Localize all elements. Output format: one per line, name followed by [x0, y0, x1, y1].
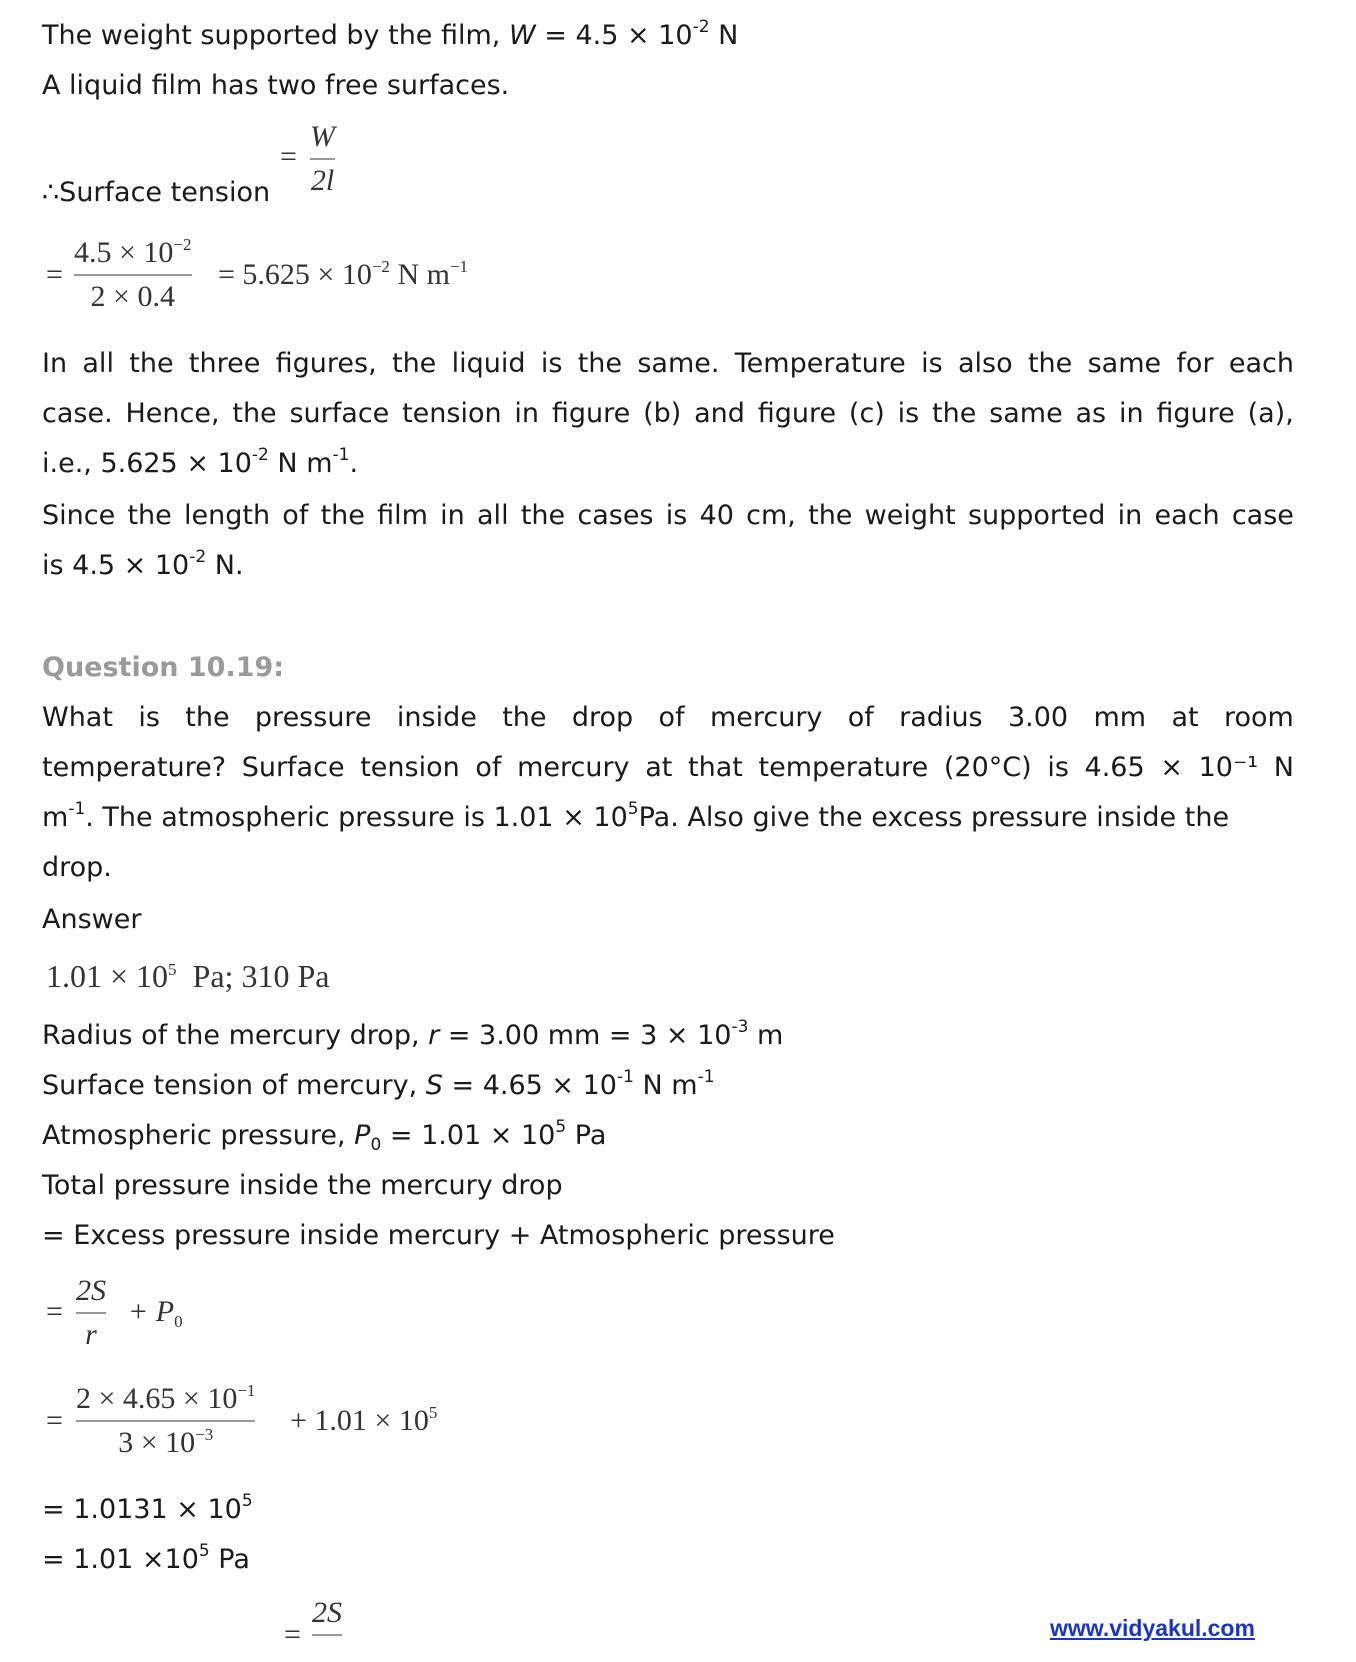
word: is	[665, 500, 688, 531]
word: at	[645, 752, 673, 783]
word: 3.00	[1007, 702, 1069, 733]
word: the	[127, 500, 172, 531]
word: inside	[396, 702, 477, 733]
word: all	[477, 500, 509, 531]
word: the	[320, 500, 365, 531]
film-surfaces-line: A liquid film has two free surfaces.	[42, 70, 510, 101]
word: Hence,	[125, 398, 220, 429]
para2-line1	[42, 498, 1294, 534]
equals-sign-2: =	[46, 258, 63, 291]
word: figure	[757, 398, 837, 429]
word: each	[1154, 500, 1220, 531]
word: Surface	[241, 752, 345, 783]
weight-text: The weight supported by the film,	[42, 20, 509, 51]
word: the	[502, 702, 547, 733]
para2-line2: is $4.5 \times 10^{-2}$ N.	[42, 547, 244, 581]
word: the	[129, 348, 174, 379]
vidyakul-link[interactable]: www.vidyakul.com	[1050, 1615, 1255, 1641]
surface-tension-label: ∴Surface tension	[42, 177, 271, 208]
para1-line2	[42, 396, 1294, 432]
word: case	[1231, 500, 1294, 531]
fraction-bar	[76, 1312, 106, 1314]
word: the	[232, 398, 277, 429]
word: 40	[699, 500, 734, 531]
question-line4: drop.	[42, 852, 112, 883]
plus-atm-value: + $1.01 \times 10^5$	[290, 1403, 438, 1437]
word: drop	[571, 702, 634, 733]
word: radius	[899, 702, 983, 733]
weight-exp: -2	[692, 17, 710, 37]
word: tension	[402, 398, 502, 429]
word: in	[514, 398, 540, 429]
word: (20°C)	[943, 752, 1032, 783]
question-line1	[42, 700, 1294, 736]
word: cases	[577, 500, 654, 531]
word: mercury	[517, 752, 630, 783]
word: Since	[42, 500, 116, 531]
fraction-numerator: W	[310, 120, 335, 153]
word: 4.65	[1084, 752, 1145, 783]
word: in	[1118, 398, 1144, 429]
word: supported	[967, 500, 1106, 531]
answer-value: $1.01 \times 10^5$ Pa; 310 Pa	[46, 958, 330, 994]
word: room	[1223, 702, 1294, 733]
question-line2	[42, 750, 1294, 786]
word: temperature	[758, 752, 929, 783]
word: all	[82, 348, 114, 379]
word: for	[1176, 348, 1214, 379]
excess-plus-atm-line: = Excess pressure inside mercury + Atmospheric pressure	[42, 1220, 835, 1251]
weight-unit: N	[709, 20, 739, 51]
question-heading: Question 10.19:	[42, 652, 285, 683]
equals-sign-1: =	[280, 140, 297, 173]
fraction-bar	[74, 274, 192, 276]
surface-tension-result: = $5.625 \times 10^{-2}$ N $m^{-1}$	[218, 257, 469, 291]
word: same.	[637, 348, 720, 379]
atmospheric-pressure-line: Atmospheric pressure, $P_0 = 1.01 \times 10^5$ Pa	[42, 1117, 607, 1155]
word: the	[808, 500, 853, 531]
word: In	[42, 348, 68, 379]
weight-line	[42, 18, 738, 54]
word: the	[1027, 348, 1073, 379]
word: film	[377, 500, 428, 531]
word: figure	[1156, 398, 1235, 429]
word: mm	[1093, 702, 1147, 733]
word: the	[932, 398, 977, 429]
weight-var: W	[508, 20, 536, 51]
result-line-2: = $1.01 \times 10^5$ Pa	[42, 1541, 250, 1575]
word: (b)	[643, 398, 682, 429]
word: same	[989, 398, 1063, 429]
word: is	[897, 398, 920, 429]
word: also	[958, 348, 1013, 379]
word: figure	[551, 398, 631, 429]
equals-sign-4: =	[46, 1404, 63, 1437]
fraction-excess-calc: $2 \times 4.65 \times 10^{-1}$ $3 \times 10^{-3}$	[76, 1381, 256, 1459]
word: case.	[42, 398, 113, 429]
word: of	[847, 702, 874, 733]
word: cm,	[746, 500, 796, 531]
word: tension	[360, 752, 460, 783]
fraction-denominator: 2l	[310, 164, 335, 197]
word: same	[1087, 348, 1162, 379]
word: ×	[1160, 752, 1183, 783]
word: and	[694, 398, 745, 429]
word: the	[391, 348, 437, 379]
fraction-w-over-2l	[310, 120, 335, 198]
word: pressure	[254, 702, 372, 733]
word: weight	[864, 500, 956, 531]
word: length	[184, 500, 271, 531]
word: each	[1228, 348, 1294, 379]
fraction-calc-denominator: 2 × 0.4	[90, 280, 175, 313]
word: Temperature	[734, 348, 906, 379]
plus-p0: + $P_0$	[128, 1295, 183, 1331]
total-pressure-line: Total pressure inside the mercury drop	[42, 1170, 563, 1201]
radius-line: Radius of the mercury drop, r = 3.00 mm = $3 \times 10^{-3}$ m	[42, 1017, 784, 1051]
para1-line1	[42, 346, 1294, 382]
word: three	[188, 348, 261, 379]
word: is	[921, 348, 943, 379]
word: the	[185, 702, 230, 733]
word: N	[1273, 752, 1294, 783]
word: liquid	[451, 348, 526, 379]
fraction-bar	[312, 1634, 342, 1636]
word: of	[475, 752, 502, 783]
word: in	[1117, 500, 1143, 531]
fraction-calc	[74, 236, 192, 314]
word: mercury	[709, 702, 823, 733]
word: of	[658, 702, 685, 733]
word: What	[42, 702, 113, 733]
fraction-2s-over-r: 2S r	[76, 1274, 106, 1351]
fraction-calc-numerator: $4.5 \times 10^{-2}$	[74, 235, 192, 269]
equals-sign-5: =	[284, 1618, 301, 1651]
word: the	[520, 500, 566, 531]
word: in	[440, 500, 465, 531]
question-line3: $m^{-1}$. The atmospheric pressure is $1.01 \times 10^5Pa$. Also give the excess pressure inside the	[42, 799, 1230, 833]
word: is	[138, 702, 160, 733]
fraction-bar	[76, 1420, 255, 1422]
weight-value: = 4.5 × 10	[535, 20, 693, 51]
word: 10⁻¹	[1198, 752, 1259, 783]
para1-line3: i.e., $5.625 \times 10^{-2}$ N $m^{-1}$.	[42, 445, 359, 479]
word: temperature?	[42, 752, 227, 783]
fraction-bar	[310, 158, 335, 160]
word: of	[282, 500, 309, 531]
word: is	[540, 348, 563, 379]
answer-label: Answer	[42, 904, 142, 935]
result-line-1: = $1.0131 \times 10^5$	[42, 1491, 253, 1525]
word: at	[1171, 702, 1199, 733]
word: figures,	[275, 348, 377, 379]
equals-sign-3: =	[46, 1295, 63, 1328]
word: the	[577, 348, 623, 379]
word: (c)	[848, 398, 885, 429]
word: surface	[289, 398, 390, 429]
fraction-2s-partial: 2S	[312, 1596, 342, 1640]
word: is	[1047, 752, 1069, 783]
surface-tension-mercury-line: Surface tension of mercury, $S = 4.65 \times 10^{-1}$ N $m^{-1}$	[42, 1067, 715, 1101]
word: (a),	[1247, 398, 1294, 429]
word: that	[688, 752, 743, 783]
word: as	[1075, 398, 1107, 429]
